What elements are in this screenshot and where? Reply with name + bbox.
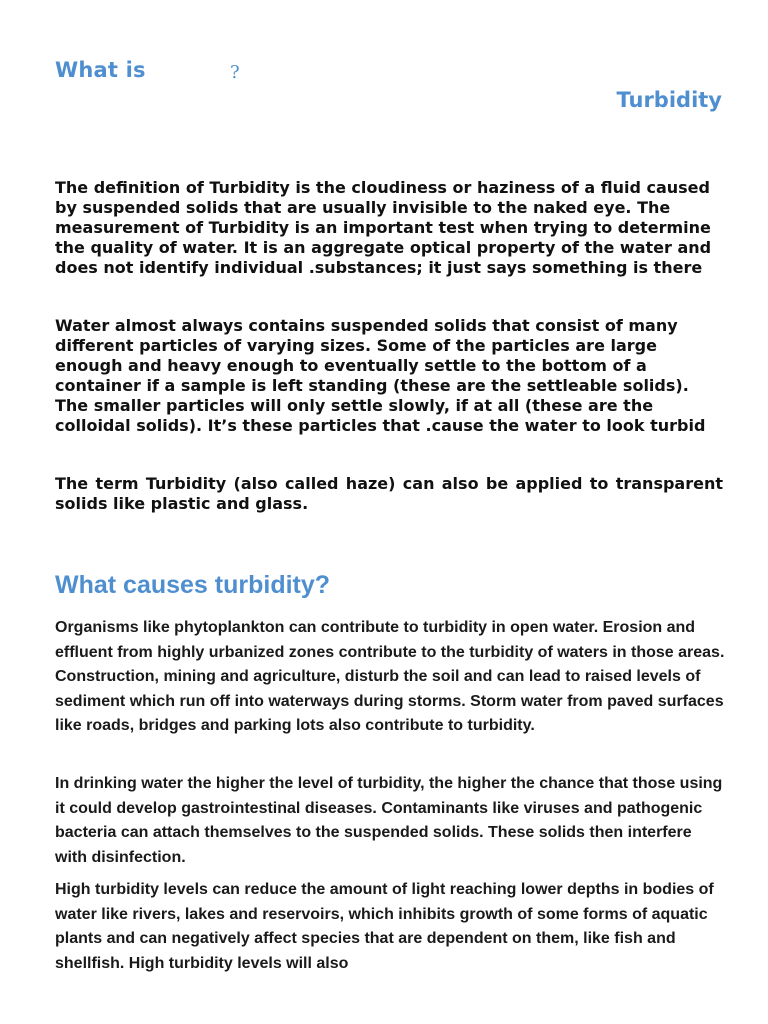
paragraph-text: High turbidity levels can reduce the amount of light reaching lower depths in bodies of water like rivers, lakes and reservoirs, which inhibits growth of some forms of aquatic plants and can negatively affect species that are dependent on them, like fish and shellfish. High turbidity levels will also: [55, 881, 714, 972]
light-depth-paragraph: [55, 878, 725, 976]
causes-paragraph: [55, 616, 725, 739]
title-term: Turbidity: [616, 88, 722, 112]
title-question-mark: ?: [230, 62, 240, 83]
paragraph-text: The definition of Turbidity is the cloudiness or haziness of a fluid caused by suspended solids that are usually invisible to the naked eye. The measurement of Turbidity is an important test when trying to determine the quality of water. It is an aggregate optical property of the water and does not identify individual .substances; it just says something is there: [55, 178, 712, 277]
drinking-water-paragraph: [55, 772, 725, 870]
title-what-is: What is: [55, 58, 146, 82]
paragraph-text: In drinking water the higher the level of turbidity, the higher the chance that those using it could develop gastrointestinal diseases. Contaminants like viruses and pathogenic bacteria can attach themselves to the suspended solids. These solids then interfere with disinfection.: [55, 775, 723, 866]
paragraph-text: The term Turbidity (also called haze) can also be applied to transparent solids like plastic and glass.: [55, 474, 723, 513]
paragraph-text: Organisms like phytoplankton can contribute to turbidity in open water. Erosion and effluent from highly urbanized zones contribute to the turbidity of waters in those areas. Construction, mining and agriculture, disturb the soil and can lead to raised levels of sediment which run off into waterways during storms. Storm water from paved surfaces like roads, bridges and parking lots also contribute to turbidity.: [55, 619, 725, 734]
paragraph-text: Water almost always contains suspended solids that consist of many different particles of varying sizes. Some of the particles are large enough and heavy enough to eventually settle to the bottom of a container if a sample is left standing (these are the settleable solids). The smaller particles will only settle slowly, if at all (these are the colloidal solids). It’s these particles that .cause the water to look turbid: [55, 316, 706, 435]
section-heading-causes: What causes turbidity?: [55, 571, 331, 599]
haze-paragraph: [55, 474, 723, 514]
suspended-solids-paragraph: [55, 316, 723, 436]
definition-paragraph: [55, 178, 723, 278]
